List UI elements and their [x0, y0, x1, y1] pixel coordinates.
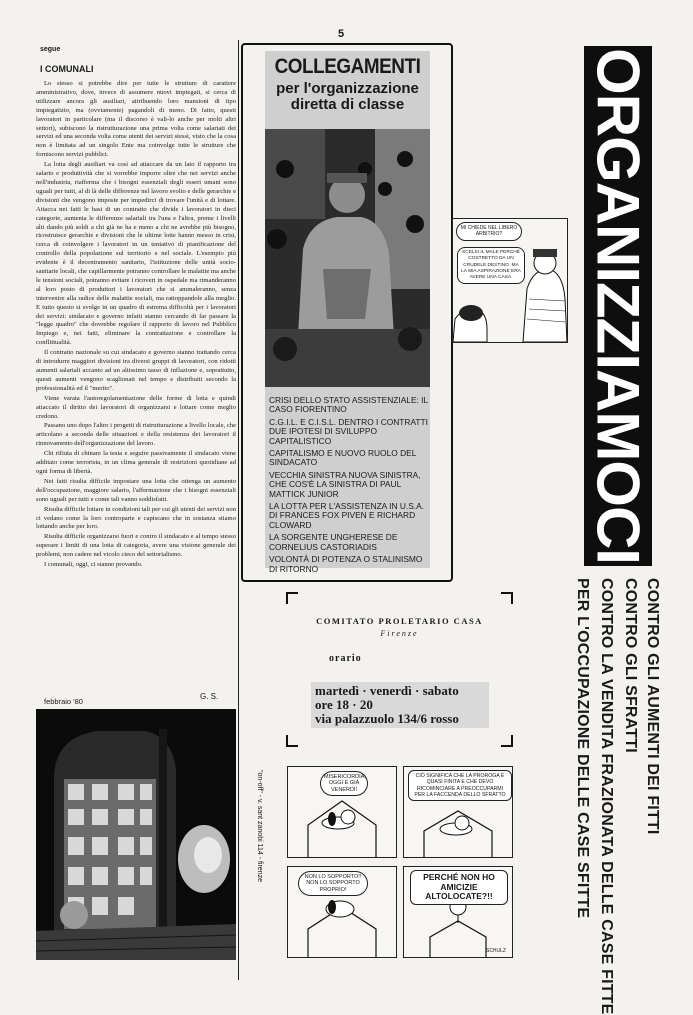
opening-time: ore 18 · 20	[315, 697, 373, 712]
comic-strip	[287, 766, 513, 956]
article-paragraph: Risulta difficile lottare in condizioni tali per cui gli utenti dei servizi non ci vedano come la loro controparte e capiscano che in sostanza stiamo lottando anche per loro.	[36, 505, 236, 531]
collage-image	[36, 709, 236, 960]
printer-credit: "on-off" - v. sant zanobi 114 - firenze	[256, 770, 263, 882]
article-paragraph: Il contratto nazionale su cui sindacato e governo stanno trattando cerca di introdurre maggiori divisioni tra diversi gruppi di lavoratori, con ridotti aumenti salariali accanto ad un altissimo tasso di inflazione e, soprattutto, questi aumenti vengono scaglionati nel tempo e distribuiti secondo la professionalità ed il "merito".	[36, 349, 236, 392]
cover-subtitle-line-1: per l'organizzazione	[276, 80, 419, 97]
cover-contents	[269, 396, 429, 577]
article-paragraph: Lo stesso si potrebbe dire per tutte le strutture di carattere amministrativo, dove, invece di assumere nuovi impiegati, si cerca di utilizzare ancora gli ausiliari, attribuendo loro mansioni di tipo impiegatizio, ma (ovviamente) pagandoli di meno. Di fatto, questi lavoratori in particolare (ma il discorso è vali-lo anche per molti altri settori), subiscono la ristrutturazione una prima volta come salariati dei servizi ed una seconda volta come utenti dei servizi stessi, visto che la cosa non è limitata ad un singolo Ente ma coinvolge tutte le strutture che forniscono servizi pubblici.	[36, 80, 236, 159]
committee-name: COMITATO PROLETARIO CASA	[316, 616, 483, 626]
corner-bracket	[286, 592, 298, 604]
article-kicker: segue	[40, 46, 61, 53]
article-paragraph: I comunali, oggi, ci stanno provando.	[44, 561, 143, 569]
comic-panel-1-bubble: MISERICORDIA, OGGI È GIÀ VENERDÌ!	[320, 771, 368, 796]
comic-panel-4-bubble: PERCHÉ NON HO AMICIZIE ALTOLOCATE?!!	[410, 870, 508, 905]
cover-contents-item: LA SORGENTE UNGHERESE DE CORNELIUS CASTORIADIS	[269, 532, 398, 552]
article-body	[36, 80, 236, 571]
article-date: febbraio '80	[44, 697, 83, 706]
comic-top	[452, 218, 568, 343]
opening-days: martedì · venerdì · sabato	[315, 683, 459, 698]
article-title: I COMUNALI	[40, 64, 94, 74]
cover-contents-item: CRISI DELLO STATO ASSISTENZIALE: IL CASO FIORENTINO	[269, 395, 428, 415]
article-signature: G. S.	[200, 692, 219, 701]
corner-bracket	[286, 735, 298, 747]
comic-panel-2	[403, 766, 513, 858]
cover-contents-item: LA LOTTA PER L'ASSISTENZA IN U.S.A. DI FRANCES FOX PIVEN E RICHARD CLOWARD	[269, 501, 425, 530]
column-divider	[238, 40, 239, 980]
hours-box	[311, 682, 489, 728]
comic-panel-3-bubble: NON LO SOPPORTO!! NON LO SOPPORTO PROPRIO!	[298, 871, 368, 896]
collage-photo	[36, 709, 236, 960]
comic-artist-signature: SCHULZ	[485, 948, 506, 954]
headline-banner	[584, 46, 652, 566]
hours-label: orario	[329, 653, 362, 664]
comic-panel-1	[287, 766, 397, 858]
slogan-line: CONTRO LA VENDITA FRAZIONATA DELLE CASE FITTE	[598, 578, 615, 1015]
comic-panel-2-bubble: CIÒ SIGNIFICA CHE LA PROROGA È QUASI FINITA E CHE DEVO RICOMINCIARE A PREOCCUPARMI PER LA FACCENDA DELLO SFRATTO	[408, 770, 512, 801]
article-paragraph: Nei fatti risulta difficile impostare una lotta che ottenga un aumento dell'occupazione, maggiore salario, l'affermazione che i bisogni essenziali sono uguali per tutti e come tali vanno soddisfatti.	[36, 477, 236, 503]
comic-panel-3	[287, 866, 397, 958]
cover-contents-item: VOLONTÀ DI POTENZA O STALINISMO DI RITORNO	[269, 554, 423, 574]
comic-top-bubble-1: MI CHIEDE NEL LIBERO ARBITRIO?	[456, 222, 522, 241]
cover-crowd-image	[265, 129, 430, 387]
committee-city: Firenze	[380, 629, 419, 638]
article-paragraph: La lotta degli ausiliari va così ad attaccare da un lato il rapporto tra salario e produttività che si vorrebbe imporre oltre che nei servizi anche nell'industria, riafferma che i bisogni essenziali degli esseri umani sono uguali per tutti, al di là delle differenze nel lavoro svolto e delle gerarchie e divisioni che vengono imposte per impedirci di trovare l'unità e di lottare. Attacca nei fatti le basi di un contratto che divide i lavoratori in dieci categorie, aumenta le differenze salariali tra l'una e l'altra, preme i livelli alti dando più soldi a chi già ne ha e meno a chi ne avrebbe più bisogno, ricostruisce gerarchie e divisioni che le ultime lotte hanno messo in crisi, cerca di coinvolgere i lavoratori in un tentativo di pianificazione del controllo della popolazione sul territorio e nel sociale. L'esempio più evidente è il decentramento sanitario, l'istituzione delle unità socio-sanitarie locali, che capillarmente potranno controllare le malattie ma anche le tensioni sociali, potranno evitare i ricoveri in ospedale ma rimanderanno al loro posto di produttori i lavoratori che si ammaleranno, senza intervenire alla radice delle malattie sociali, ma rattoppandole alla meglio. E tutto questo si svolge in un quadro di estrema difficoltà per i lavoratori dei servizi: sindacato e governo infatti stanno cercando di far passare la "legge quadro" che dovrebbe regolare il rapporto di lavoro nel Pubblico Impiego e, nei fatti, eliminare la contrattazione e controllare la conflittualità.	[36, 161, 236, 347]
article-paragraph: Risulta difficile organizzarsi fuori e contro il sindacato e al tempo stesso superare i limiti di una lotta di categoria, avere una visione generale dei problemi, non cadere nel vicolo cieco del settorialismo.	[36, 533, 236, 559]
cover-contents-item: VECCHIA SINISTRA NUOVA SINISTRA, CHE COS'È LA SINISTRA DI PAUL MATTICK JUNIOR	[269, 469, 421, 499]
cover-panel	[265, 51, 430, 574]
headline-text: ORGANIZZIAMOCI	[584, 48, 652, 564]
slogan-line: CONTRO GLI SFRATTI	[622, 578, 639, 753]
committee-notice	[286, 592, 513, 747]
page-number: 5	[338, 28, 345, 40]
comic-panel-4	[403, 866, 513, 958]
cover-photo	[265, 129, 430, 387]
article-paragraph: Passano uno dopo l'altro i progetti di ristrutturazione a livello locale, che articolano a seconda delle situazioni e della resistenza dei lavoratori il rinnovamento dell'organizzazione del lavoro.	[36, 422, 236, 448]
corner-bracket	[501, 592, 513, 604]
article-paragraph: Viene varata l'autoregolamentazione delle forme di lotta e quindi attaccato il diritto dei lavoratori di organizzarsi e lottare come meglio credono.	[36, 394, 236, 420]
magazine-cover	[241, 43, 453, 582]
comic-top-bubble-2: SCELSI IL MALE PERCHÉ COSTRETTO DA UN CRUDELE DESTINO. MA LA MIA ASPIRAZIONE ERA AVERE UNA CASA.	[457, 247, 525, 284]
cover-subtitle-line-2: diretta di classe	[290, 96, 405, 113]
cover-subtitle	[265, 81, 430, 113]
committee-address: via palazzuolo 134/6 rosso	[315, 711, 459, 726]
slogan-column	[560, 578, 680, 1015]
article-paragraph: Chi rifiuta di chinare la testa e seguire passivamente il sindacato viene additato come terrorista, in un clima generale di restrizioni quotidiane ad ogni forma di libertà.	[36, 450, 236, 475]
cover-title: COLLEGAMENTI	[274, 55, 421, 78]
slogan-line: PER L'OCCUPAZIONE DELLE CASE SFITTE	[574, 578, 591, 919]
slogan-line: CONTRO GLI AUMENTI DEI FITTI	[644, 578, 661, 835]
cover-contents-item: CAPITALISMO E NUOVO RUOLO DEL SINDACATO	[269, 448, 417, 468]
corner-bracket	[501, 735, 513, 747]
cover-contents-item: C.G.I.L. E C.I.S.L. DENTRO I CONTRATTI DUE IPOTESI DI SVILUPPO CAPITALISTICO	[269, 416, 428, 446]
